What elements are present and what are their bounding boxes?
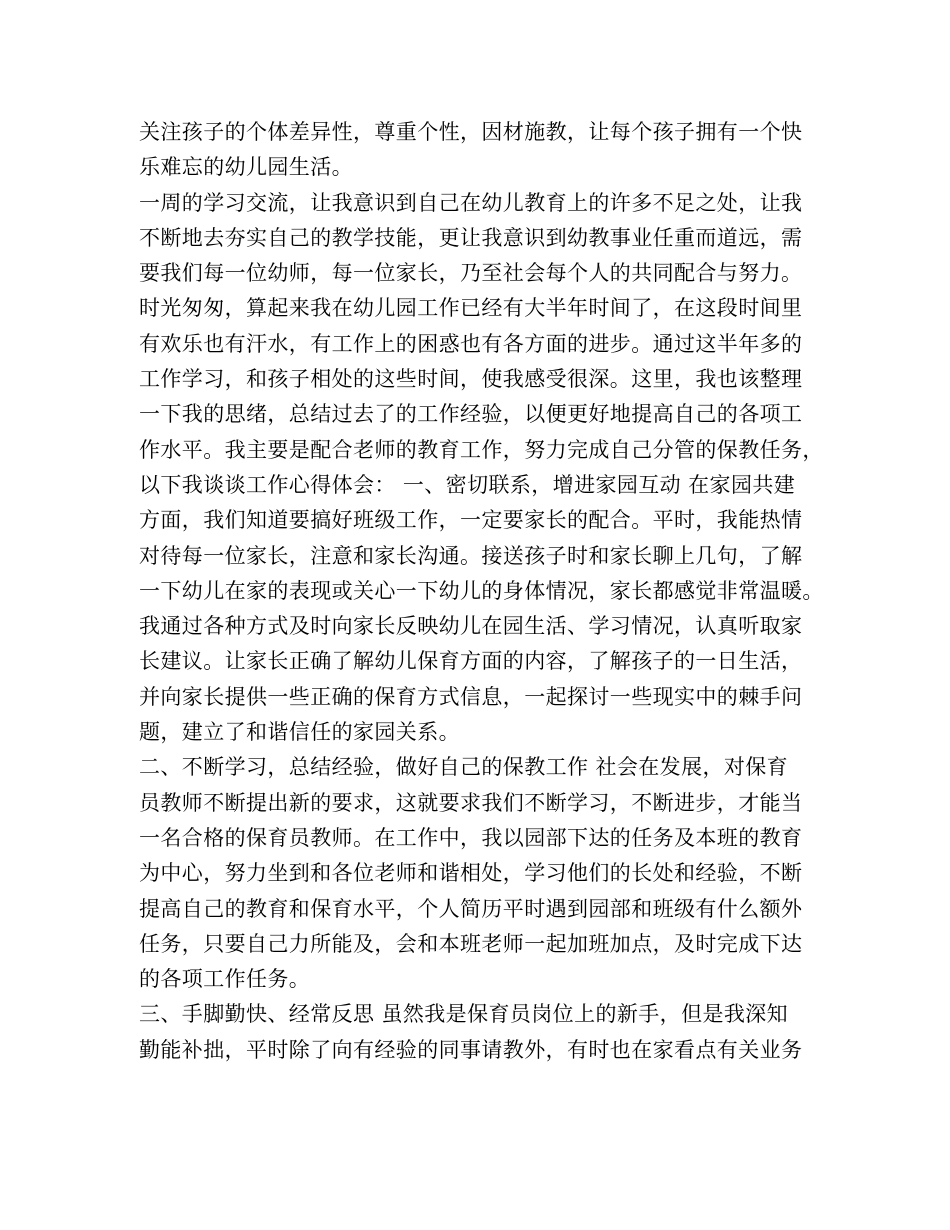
text-line: 一下幼儿在家的表现或关心一下幼儿的身体情况，家长都感觉非常温暖。	[139, 578, 824, 603]
text-line: 长建议。让家长正确了解幼儿保育方面的内容，了解孩子的一日生活，	[139, 649, 803, 674]
text-line: 以下我谈谈工作心得体会： 一、密切联系，增进家园互动 在家园共建	[139, 472, 796, 497]
text-line: 有欢乐也有汗水，有工作上的困惑也有各方面的进步。通过这半年多的	[139, 331, 803, 356]
text-line: 提高自己的教育和保育水平，个人简历平时遇到园部和班级有什么额外	[139, 896, 803, 921]
text-line: 题，建立了和谐信任的家园关系。	[139, 720, 460, 745]
text-line: 关注孩子的个体差异性，尊重个性，因材施教，让每个孩子拥有一个快	[139, 120, 803, 144]
text-line: 为中心，努力坐到和各位老师和谐相处，学习他们的长处和经验，不断	[139, 861, 803, 886]
text-line: 员教师不断提出新的要求，这就要求我们不断学习，不断进步，才能当	[139, 790, 803, 815]
document-body	[139, 115, 839, 1068]
text-line: 要我们每一位幼师，每一位家长，乃至社会每个人的共同配合与努力。	[139, 261, 803, 286]
text-line: 时光匆匆，算起来我在幼儿园工作已经有大半年时间了，在这段时间里	[139, 296, 803, 321]
text-line: 并向家长提供一些正确的保育方式信息，一起探讨一些现实中的棘手问	[139, 684, 803, 709]
text-line: 工作学习，和孩子相处的这些时间，使我感受很深。这里，我也该整理	[139, 367, 803, 392]
text-line: 二、不断学习，总结经验，做好自己的保教工作 社会在发展，对保育	[139, 755, 789, 780]
text-line: 一下我的思绪，总结过去了的工作经验，以便更好地提高自己的各项工	[139, 402, 803, 427]
text-line: 不断地去夯实自己的教学技能，更让我意识到幼教事业任重而道远，需	[139, 225, 803, 250]
text-line: 一周的学习交流，让我意识到自己在幼儿教育上的许多不足之处，让我	[139, 190, 803, 215]
text-line: 勤能补拙，平时除了向有经验的同事请教外，有时也在家看点有关业务	[139, 1037, 803, 1062]
text-line: 我通过各种方式及时向家长反映幼儿在园生活、学习情况，认真听取家	[139, 614, 803, 639]
text-line: 乐难忘的幼儿园生活。	[139, 155, 353, 180]
text-line: 一名合格的保育员教师。在工作中，我以园部下达的任务及本班的教育	[139, 825, 803, 850]
text-line: 任务，只要自己力所能及，会和本班老师一起加班加点，及时完成下达	[139, 931, 803, 956]
text-line: 的各项工作任务。	[139, 967, 311, 992]
text-line: 作水平。我主要是配合老师的教育工作，努力完成自己分管的保教任务，	[139, 437, 824, 462]
text-line: 三、手脚勤快、经常反思 虽然我是保育员岗位上的新手，但是我深知	[139, 1002, 789, 1027]
text-line: 方面，我们知道要搞好班级工作，一定要家长的配合。平时，我能热情	[139, 508, 803, 533]
text-line: 对待每一位家长，注意和家长沟通。接送孩子时和家长聊上几句，了解	[139, 543, 803, 568]
